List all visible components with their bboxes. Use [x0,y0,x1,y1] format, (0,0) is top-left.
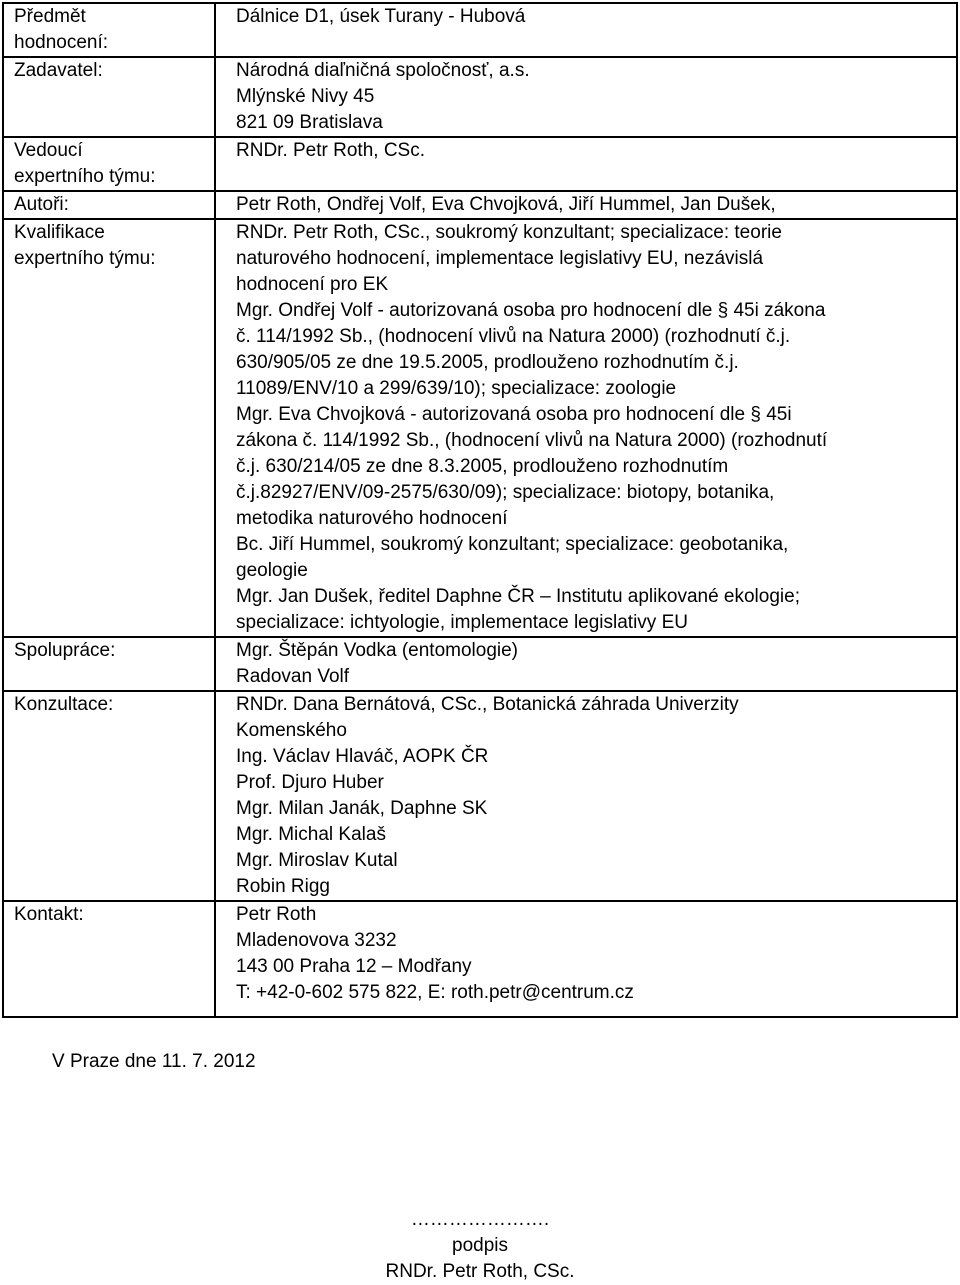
row-cooperation [3,637,957,691]
value-line: Petr Roth [236,904,317,925]
value-line: Komenského [236,720,347,741]
label-text: Autoři: [14,194,69,215]
label-cell [3,901,215,1017]
value-line: Bc. Jiří Hummel, soukromý konzultant; specializace: geobotanika, [236,534,789,555]
value-line: T: +42-0-602 575 822, E: roth.petr@centrum.cz [236,982,634,1003]
value-cell [215,3,957,57]
value-cell [215,691,957,901]
value-line: metodika naturového hodnocení [236,508,508,529]
label-text: Konzultace: [14,694,114,715]
row-consultation [3,691,957,901]
value-cell [215,637,957,691]
value-line: naturového hodnocení, implementace legislativy EU, nezávislá [236,248,764,269]
value-line: Petr Roth, Ondřej Volf, Eva Chvojková, Jiří Hummel, Jan Dušek, [236,194,776,215]
label-text: expertního týmu: [14,248,156,269]
row-subject [3,3,957,57]
value-cell [215,901,957,1017]
value-line: č.j. 630/214/05 ze dne 8.3.2005, prodlouženo rozhodnutím [236,456,729,477]
value-line: Dálnice D1, úsek Turany - Hubová [236,6,526,27]
value-cell [215,137,957,191]
value-line: specializace: ichtyologie, implementace legislativy EU [236,612,688,633]
label-cell [3,219,215,637]
value-line: 630/905/05 ze dne 19.5.2005, prodlouženo rozhodnutím č.j. [236,352,739,373]
label-text: Kvalifikace [14,222,105,243]
value-cell [215,57,957,137]
signature-caption: podpis [452,1235,508,1256]
value-line: Radovan Volf [236,666,350,687]
value-line: Mgr. Eva Chvojková - autorizovaná osoba pro hodnocení dle § 45i [236,404,792,425]
value-line: hodnocení pro EK [236,274,389,295]
row-client [3,57,957,137]
label-text: hodnocení: [14,32,109,53]
value-line: zákona č. 114/1992 Sb., (hodnocení vlivů na Natura 2000) (rozhodnutí [236,430,828,451]
label-cell [3,691,215,901]
value-line: Mlýnské Nivy 45 [236,86,375,107]
row-team-leader [3,137,957,191]
label-cell [3,3,215,57]
row-contact [3,901,957,1017]
value-line: č. 114/1992 Sb., (hodnocení vlivů na Natura 2000) (rozhodnutí č.j. [236,326,791,347]
value-line: Mgr. Milan Janák, Daphne SK [236,798,488,819]
value-line: Robin Rigg [236,876,330,897]
value-line: 821 09 Bratislava [236,112,383,133]
value-line: Mgr. Jan Dušek, ředitel Daphne ČR – Institutu aplikované ekologie; [236,586,800,607]
value-cell [215,191,957,219]
value-line: Národná diaľničná spoločnosť, a.s. [236,60,530,81]
value-line: Mgr. Miroslav Kutal [236,850,398,871]
label-text: Zadavatel: [14,60,103,81]
value-line: Mgr. Michal Kalaš [236,824,386,845]
value-line: č.j.82927/ENV/09-2575/630/09); specializace: biotopy, botanika, [236,482,775,503]
label-text: Předmět [14,6,86,27]
value-line: RNDr. Petr Roth, CSc., soukromý konzultant; specializace: teorie [236,222,782,243]
value-cell [215,219,957,637]
value-line: 143 00 Praha 12 – Modřany [236,956,472,977]
label-text: Spolupráce: [14,640,116,661]
signature-block [350,1207,610,1285]
label-cell [3,191,215,219]
label-text: expertního týmu: [14,166,156,187]
value-line: RNDr. Petr Roth, CSc. [236,140,425,161]
label-cell [3,57,215,137]
value-line: Prof. Djuro Huber [236,772,384,793]
info-table [2,2,958,1018]
row-qualification [3,219,957,637]
value-line: 11089/ENV/10 a 299/639/10); specializace: zoologie [236,378,677,399]
place-and-date: V Praze dne 11. 7. 2012 [52,1051,256,1072]
value-line: Mgr. Ondřej Volf - autorizovaná osoba pro hodnocení dle § 45i zákona [236,300,826,321]
row-authors [3,191,957,219]
label-cell [3,137,215,191]
value-line: Mladenovova 3232 [236,930,397,951]
label-text: Vedoucí [14,140,83,161]
value-line: geologie [236,560,308,581]
signature-line: …………………. [410,1209,550,1230]
label-text: Kontakt: [14,904,84,925]
label-cell [3,637,215,691]
value-line: Mgr. Štěpán Vodka (entomologie) [236,640,519,661]
value-line: RNDr. Dana Bernátová, CSc., Botanická záhrada Univerzity [236,694,739,715]
signature-name: RNDr. Petr Roth, CSc. [385,1261,575,1282]
value-line: Ing. Václav Hlaváč, AOPK ČR [236,746,489,767]
